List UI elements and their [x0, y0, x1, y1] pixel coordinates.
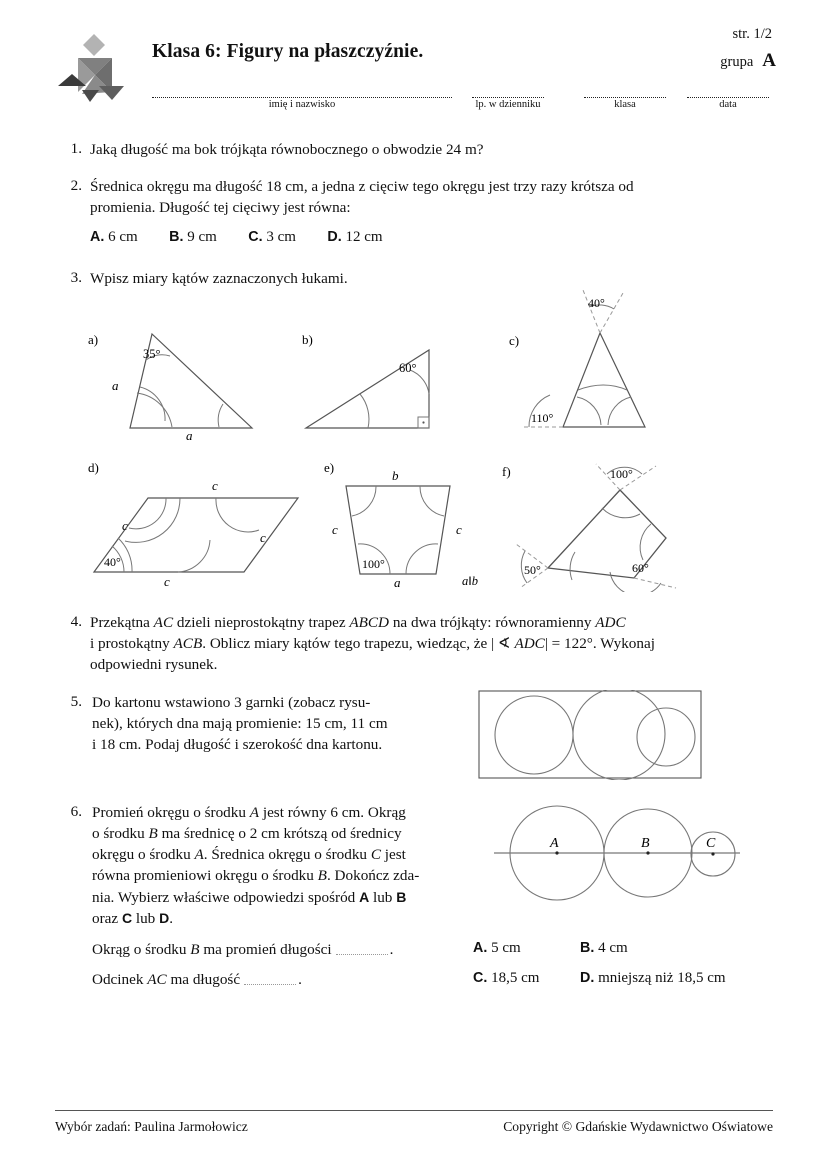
svg-text:e): e) — [324, 460, 335, 475]
task-6-text-line4 — [92, 866, 472, 887]
svg-text:50°: 50° — [524, 563, 541, 577]
task-2-option-c-label: C. — [248, 229, 263, 245]
t6-l3d: C — [370, 846, 381, 863]
t4-l2d: ADC — [514, 635, 545, 652]
t4-l1f: ADC — [595, 614, 626, 631]
task-6-text-line6 — [92, 908, 472, 930]
t6-l3e: jest — [380, 846, 406, 863]
register-number-label: lp. w dzienniku — [475, 99, 541, 110]
task-6-option-b-label: B. — [580, 940, 595, 956]
t6-l3b: A — [194, 846, 204, 863]
svg-text:c): c) — [509, 333, 520, 348]
t6-l1b: A — [249, 804, 260, 821]
figure-3d — [86, 458, 326, 588]
svg-text:40°: 40° — [588, 296, 605, 310]
class-field[interactable] — [584, 86, 666, 98]
figure-5-carton-with-pots — [478, 690, 703, 780]
date-field[interactable] — [687, 86, 769, 98]
circle-label-a: A — [550, 836, 559, 851]
t4-l2e: | = 122°. Wykonaj — [544, 635, 655, 652]
task-6-text-line2 — [92, 824, 472, 845]
figure-6-tangent-circles — [492, 800, 742, 910]
figure-3e — [322, 458, 502, 588]
task-6-text-line5 — [92, 887, 472, 909]
t6-l6e: . — [169, 910, 173, 927]
task-2-text-line2: promienia. Długość tej cięciwy jest równa: — [90, 199, 351, 216]
task-1-text: Jaką długość ma bok trójkąta równobocznego o obwodzie 24 m? — [90, 141, 484, 158]
svg-text:a: a — [186, 428, 193, 440]
svg-text:c: c — [456, 522, 462, 537]
register-number-field[interactable] — [472, 86, 544, 98]
svg-text:60°: 60° — [632, 561, 649, 575]
task-6-statement-1: Okrąg o środku B ma promień długości . — [92, 941, 394, 958]
t6-s1c: ma promień długości — [199, 941, 332, 958]
task-6-answer-b[interactable] — [580, 940, 628, 957]
task-4-text-line1 — [90, 613, 780, 634]
task-5-text-line1: Do kartonu wstawiono 3 garnki (zobacz rysu- — [92, 694, 371, 711]
task-6-answer-blank-2[interactable] — [244, 973, 296, 985]
footer-divider — [55, 1110, 773, 1111]
task-5-number: 5. — [70, 693, 82, 710]
t6-s1a: Okrąg o środku — [92, 941, 191, 958]
svg-text:35°: 35° — [143, 347, 161, 361]
t6-l4c: . Dokończ zda- — [326, 867, 420, 884]
task-6-statement-2: Odcinek AC ma długość . — [92, 971, 302, 988]
svg-text:110°: 110° — [531, 411, 554, 425]
t4-l1e: na dwa trójkąty: równoramienny — [389, 614, 596, 631]
t6-l4a: równa promieniowi okręgu o środku — [92, 867, 318, 884]
task-6-option-c-label: C. — [473, 970, 488, 986]
task-2-option-b-label: B. — [169, 229, 184, 245]
t6-l2c: ma średnicę o 2 cm krótszą od średnicy — [157, 825, 402, 842]
task-2-option-b-value[interactable]: 9 cm — [187, 229, 217, 245]
t6-l6b: C — [121, 910, 133, 926]
task-3-text: Wpisz miary kątów zaznaczonych łukami. — [90, 270, 348, 287]
task-2-option-c-value[interactable]: 3 cm — [266, 229, 296, 245]
task-6-option-d-value: mniejszą niż 18,5 cm — [598, 970, 726, 986]
svg-text:100°: 100° — [362, 557, 385, 571]
circle-label-c: C — [706, 836, 716, 851]
task-6-text-line1 — [92, 803, 472, 824]
task-6-option-a-value: 5 cm — [491, 940, 521, 956]
task-2-option-d-value[interactable]: 12 cm — [345, 229, 383, 245]
svg-text:a: a — [112, 378, 119, 393]
t6-s2a: Odcinek — [92, 971, 148, 988]
svg-text:b): b) — [302, 332, 313, 347]
figure-3a-key: a) — [88, 332, 99, 347]
svg-text:d): d) — [88, 460, 99, 475]
task-4-text-line3: odpowiedni rysunek. — [90, 656, 218, 673]
t4-l2b: ACB — [173, 635, 203, 652]
t4-l2a: i prostokątny — [90, 635, 174, 652]
task-6-text-line3 — [92, 845, 472, 866]
t6-l5b: A — [359, 889, 370, 905]
footer-author: Wybór zadań: Paulina Jarmołowicz — [55, 1119, 248, 1134]
svg-text:a: a — [394, 575, 401, 588]
date-field-label: data — [719, 99, 737, 110]
task-1-number: 1. — [70, 140, 82, 157]
t6-s2c: ma długość — [166, 971, 241, 988]
task-2-option-a-value[interactable]: 6 cm — [108, 229, 138, 245]
name-field-label: imię i nazwisko — [268, 99, 336, 110]
name-field[interactable] — [152, 86, 452, 98]
page-number-label: str. 1/2 — [732, 26, 772, 42]
student-fields — [152, 86, 770, 114]
footer-copyright: Copyright © Gdańskie Wydawnictwo Oświatowe — [503, 1119, 773, 1134]
publisher-logo-icon — [52, 28, 138, 108]
svg-text:f): f) — [502, 464, 511, 479]
task-2-options — [90, 229, 383, 246]
t4-l1d: ABCD — [349, 614, 390, 631]
t6-l5c: lub — [369, 889, 397, 906]
task-6-option-d-label: D. — [580, 970, 595, 986]
task-2-option-d-label: D. — [327, 229, 342, 245]
svg-text:c: c — [260, 530, 266, 545]
task-6-answer-a[interactable] — [473, 940, 521, 957]
group-indicator — [720, 50, 776, 72]
task-6-option-a-label: A. — [473, 940, 488, 956]
task-4-text-line2 — [90, 634, 780, 655]
task-6-answer-blank-1[interactable] — [336, 943, 388, 955]
t6-l1a: Promień okręgu o środku — [92, 804, 250, 821]
task-3-number: 3. — [70, 269, 82, 286]
svg-text:40°: 40° — [104, 555, 121, 569]
t6-l2a: o środku — [92, 825, 149, 842]
figure-3c — [505, 285, 705, 440]
t6-l6a: oraz — [92, 910, 122, 927]
figure-3f — [500, 452, 710, 592]
figure-3b — [298, 322, 488, 440]
task-6-option-c-value: 18,5 cm — [491, 970, 540, 986]
t6-l1c: jest równy 6 cm. Okrąg — [259, 804, 406, 821]
t6-l6d: D — [159, 910, 170, 926]
t6-l6c: lub — [132, 910, 160, 927]
task-5-text-line3: i 18 cm. Podaj długość i szerokość dna kartonu. — [92, 736, 383, 753]
task-5-text-line2: nek), których dna mają promienie: 15 cm, 11 cm — [92, 715, 388, 732]
svg-text:b: b — [392, 468, 399, 483]
t6-l5a: nia. Wybierz właściwe odpowiedzi spośród — [92, 889, 360, 906]
svg-text:c: c — [164, 574, 170, 588]
task-6-answer-c[interactable] — [473, 970, 539, 987]
task-2-text-line1: Średnica okręgu ma długość 18 cm, a jedna z cięciw tego okręgu jest trzy razy krótsza od — [90, 178, 634, 195]
t6-l5d: B — [396, 889, 407, 905]
t4-l1a: Przekątna — [90, 614, 154, 631]
svg-text:c: c — [212, 478, 218, 493]
t6-l3a: okręgu o środku — [92, 846, 195, 863]
task-6-answer-d[interactable] — [580, 970, 726, 987]
t6-l2b: B — [148, 825, 158, 842]
t6-l4b: B — [317, 867, 327, 884]
group-label: grupa — [720, 54, 754, 70]
circle-label-b: B — [641, 836, 650, 851]
svg-text:60°: 60° — [399, 361, 417, 375]
task-4-number: 4. — [70, 613, 82, 630]
svg-text:c: c — [122, 518, 128, 533]
page-title: Klasa 6: Figury na płaszczyźnie. — [152, 41, 424, 62]
t6-l3c: . Średnica okręgu o środku — [203, 846, 371, 863]
task-2-option-a-label: A. — [90, 229, 105, 245]
t6-s2b: AC — [147, 971, 167, 988]
t4-l1b: AC — [153, 614, 174, 631]
svg-text:a‖b: a‖b — [462, 574, 479, 588]
figure-3a — [86, 322, 276, 440]
task-6-number: 6. — [70, 803, 82, 820]
task-6-option-b-value: 4 cm — [598, 940, 628, 956]
svg-text:c: c — [332, 522, 338, 537]
task-2-number: 2. — [70, 177, 82, 194]
class-field-label: klasa — [614, 99, 636, 110]
t6-s1b: B — [190, 941, 200, 958]
t4-l1c: dzieli nieprostokątny trapez — [173, 614, 350, 631]
t4-l2c: . Oblicz miary kątów tego trapezu, wiedząc, że | ∢ — [202, 635, 515, 652]
group-value: A — [762, 50, 776, 71]
svg-text:100°: 100° — [610, 467, 633, 481]
